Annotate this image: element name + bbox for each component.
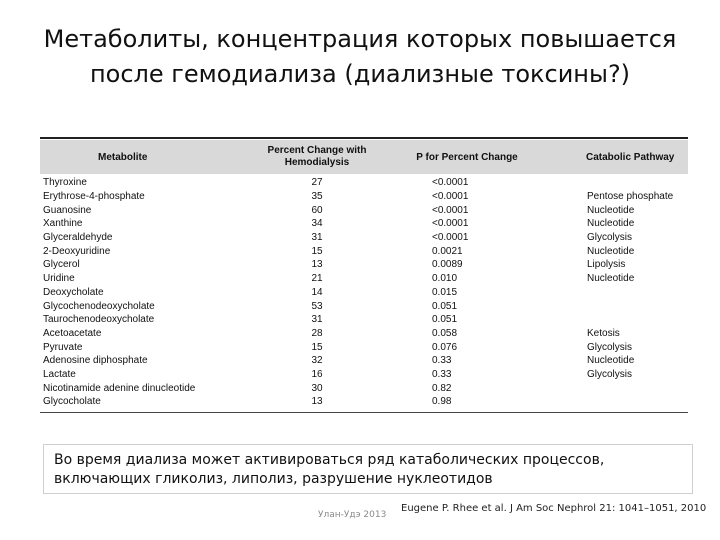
cell-percent-change: 14 xyxy=(311,286,323,298)
cell-percent-change: 32 xyxy=(311,355,323,367)
cell-pathway: Glycolysis xyxy=(587,341,633,353)
table-top-rule xyxy=(40,137,688,139)
cell-p-value-wrap xyxy=(382,396,552,407)
metabolite-table xyxy=(40,137,688,413)
cell-p-value: 0.010 xyxy=(432,273,458,285)
table-row xyxy=(40,231,688,245)
table-row xyxy=(40,313,688,327)
cell-percent-change: 60 xyxy=(311,204,323,216)
cell-p-value: 0.076 xyxy=(432,341,458,353)
cell-metabolite: 2-Deoxyuridine xyxy=(43,245,111,257)
table-bottom-rule xyxy=(40,412,688,413)
cell-p-value-wrap xyxy=(382,232,552,243)
cell-percent-change: 31 xyxy=(311,232,323,244)
cell-metabolite: Glyceraldehyde xyxy=(43,232,113,244)
header-p-value: P for Percent Change xyxy=(416,151,518,163)
cell-percent-change: 15 xyxy=(311,341,323,353)
cell-p-value: <0.0001 xyxy=(432,191,469,203)
table-row xyxy=(40,340,688,354)
cell-p-value: 0.0021 xyxy=(432,245,463,257)
cell-pathway: Nucleotide xyxy=(587,273,635,285)
table-row xyxy=(40,299,688,313)
cell-p-value: 0.051 xyxy=(432,300,458,312)
cell-metabolite: Thyroxine xyxy=(43,177,87,189)
note-box: Во время диализа может активироваться ряд катаболических процессов, включающих гликолиз, липолиз, разрушение нуклеотидов xyxy=(43,444,693,494)
cell-p-value: <0.0001 xyxy=(432,218,469,230)
cell-percent-change: 28 xyxy=(311,327,323,339)
header-metabolite: Metabolite xyxy=(98,151,148,163)
cell-p-value-wrap xyxy=(382,191,552,202)
cell-p-value-wrap xyxy=(382,273,552,284)
cell-metabolite: Nicotinamide adenine dinucleotide xyxy=(43,382,196,394)
table-row xyxy=(40,381,688,395)
cell-p-value-wrap xyxy=(382,177,552,188)
cell-metabolite: Pyruvate xyxy=(43,341,83,353)
cell-p-value-wrap xyxy=(382,205,552,216)
cell-metabolite: Guanosine xyxy=(43,204,92,216)
footer-location-year: Улан-Удэ 2013 xyxy=(318,510,387,520)
citation: Eugene P. Rhee et al. J Am Soc Nephrol 21: 1041–1051, 2010 xyxy=(401,503,707,514)
cell-percent-change: 13 xyxy=(311,396,323,408)
cell-p-value-wrap xyxy=(382,314,552,325)
cell-percent-change: 15 xyxy=(311,245,323,257)
cell-percent-change: 27 xyxy=(311,177,323,189)
cell-p-value: <0.0001 xyxy=(432,204,469,216)
cell-pathway: Lipolysis xyxy=(587,259,626,271)
cell-p-value-wrap xyxy=(382,383,552,394)
cell-metabolite: Erythrose-4-phosphate xyxy=(43,191,145,203)
cell-p-value-wrap xyxy=(382,246,552,257)
cell-metabolite: Lactate xyxy=(43,368,76,380)
cell-percent-change: 30 xyxy=(311,382,323,394)
cell-p-value: 0.058 xyxy=(432,327,458,339)
slide-title: Метаболиты, концентрация которых повышается после гемодиализа (диализные токсины?) xyxy=(43,25,677,88)
cell-p-value-wrap xyxy=(382,342,552,353)
cell-pathway: Glycolysis xyxy=(587,368,633,380)
cell-pathway: Nucleotide xyxy=(587,218,635,230)
cell-metabolite: Deoxycholate xyxy=(43,286,104,298)
cell-p-value-wrap xyxy=(382,369,552,380)
cell-p-value: 0.015 xyxy=(432,286,458,298)
cell-percent-change: 35 xyxy=(311,191,323,203)
cell-p-value: <0.0001 xyxy=(432,177,469,189)
cell-metabolite: Uridine xyxy=(43,273,75,285)
table-row xyxy=(40,395,688,409)
cell-pathway: Glycolysis xyxy=(587,232,633,244)
table-row xyxy=(40,286,688,300)
cell-p-value: 0.33 xyxy=(432,355,452,367)
cell-percent-change: 13 xyxy=(311,259,323,271)
cell-percent-change: 53 xyxy=(311,300,323,312)
table-row xyxy=(40,327,688,341)
table-row xyxy=(40,244,688,258)
table-row xyxy=(40,203,688,217)
table-body xyxy=(40,174,688,409)
header-pathway: Catabolic Pathway xyxy=(586,151,675,163)
cell-metabolite: Xanthine xyxy=(43,218,83,230)
header-percent-change: Percent Change with Hemodialysis xyxy=(267,145,367,168)
cell-metabolite: Glycochenodeoxycholate xyxy=(43,300,155,312)
cell-p-value-wrap xyxy=(382,328,552,339)
cell-metabolite: Adenosine diphosphate xyxy=(43,355,148,367)
cell-p-value-wrap xyxy=(382,259,552,270)
cell-metabolite: Acetoacetate xyxy=(43,327,102,339)
cell-metabolite: Taurochenodeoxycholate xyxy=(43,314,155,326)
cell-percent-change: 31 xyxy=(311,314,323,326)
table-row xyxy=(40,354,688,368)
cell-p-value-wrap xyxy=(382,287,552,298)
table-row xyxy=(40,190,688,204)
cell-metabolite: Glycerol xyxy=(43,259,80,271)
cell-percent-change: 21 xyxy=(311,273,323,285)
table-row xyxy=(40,176,688,190)
cell-metabolite: Glycocholate xyxy=(43,396,101,408)
cell-pathway: Nucleotide xyxy=(587,245,635,257)
table-row xyxy=(40,258,688,272)
cell-p-value: 0.98 xyxy=(432,396,452,408)
cell-p-value: 0.051 xyxy=(432,314,458,326)
cell-p-value: 0.0089 xyxy=(432,259,463,271)
cell-pathway: Nucleotide xyxy=(587,355,635,367)
cell-p-value: 0.82 xyxy=(432,382,452,394)
cell-p-value-wrap xyxy=(382,355,552,366)
cell-pathway: Nucleotide xyxy=(587,204,635,216)
cell-p-value-wrap xyxy=(382,218,552,229)
table-header xyxy=(40,140,688,174)
cell-pathway: Ketosis xyxy=(587,327,620,339)
table-row xyxy=(40,368,688,382)
cell-p-value: <0.0001 xyxy=(432,232,469,244)
cell-percent-change: 34 xyxy=(311,218,323,230)
cell-p-value: 0.33 xyxy=(432,368,452,380)
cell-pathway: Pentose phosphate xyxy=(587,191,674,203)
cell-percent-change: 16 xyxy=(311,368,323,380)
table-row xyxy=(40,217,688,231)
table-row xyxy=(40,272,688,286)
cell-p-value-wrap xyxy=(382,301,552,312)
